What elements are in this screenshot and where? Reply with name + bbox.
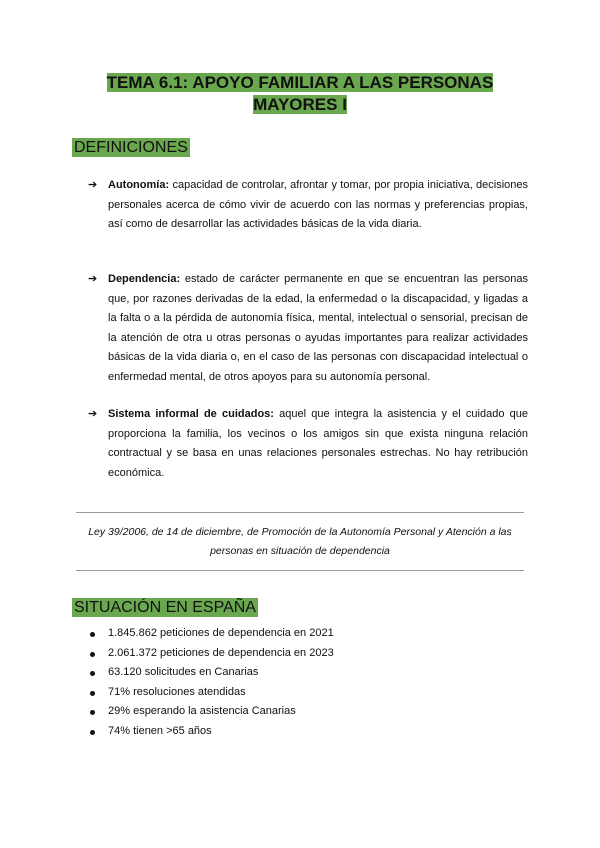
law-citation: Ley 39/2006, de 14 de diciembre, de Promoción de la Autonomía Personal y Atención a las personas en situación de dependencia	[88, 526, 512, 557]
section-heading-situacion-text: SITUACIÓN EN ESPAÑA	[74, 599, 256, 616]
list-item	[88, 663, 334, 683]
definition-text: estado de carácter permanente en que se encuentran las personas que, por razones derivadas de la edad, la enfermedad o la discapacidad, y ligadas a la falta o a la pérdida de autonomía física, mental, intelectual o sensorial, precisan de la atención de otra u otras personas o ayudas importantes para realizar actividades básicas de la vida diaria o, en el caso de las personas con discapacidad intelectual o enfermedad mental, de otros apoyos para su autonomía personal.	[108, 273, 528, 383]
list-item-text: 71% resoluciones atendidas	[108, 685, 246, 698]
page-title-line-2: MAYORES I	[253, 95, 347, 114]
definition-autonomia	[88, 176, 528, 235]
arrow-icon: ➔	[88, 408, 98, 420]
list-item	[88, 644, 334, 664]
bullet-icon	[90, 632, 95, 637]
list-item-text: 2.061.372 peticiones de dependencia en 2023	[108, 646, 334, 659]
arrow-icon: ➔	[88, 179, 98, 191]
divider-top	[76, 512, 524, 513]
definition-term: Autonomía:	[108, 179, 170, 191]
definition-dependencia	[88, 270, 528, 387]
definition-sistema-informal	[88, 405, 528, 483]
list-item	[88, 702, 334, 722]
bullet-icon	[90, 730, 95, 735]
list-item-text: 74% tienen >65 años	[108, 724, 212, 737]
definition-text: capacidad de controlar, afrontar y tomar, por propia iniciativa, decisiones personales acerca de cómo vivir de acuerdo con las normas y preferencias propias, así como de desarrollar las actividades básicas de la vida diaria.	[108, 179, 528, 230]
list-item	[88, 722, 334, 742]
arrow-icon: ➔	[88, 273, 98, 285]
page-title	[0, 72, 600, 116]
section-heading-definiciones	[72, 138, 190, 158]
bullet-icon	[90, 710, 95, 715]
definition-term: Dependencia:	[108, 273, 181, 285]
section-heading-situacion	[72, 598, 258, 618]
definition-term: Sistema informal de cuidados:	[108, 408, 274, 420]
statistics-list	[88, 624, 334, 742]
list-item-text: 1.845.862 peticiones de dependencia en 2021	[108, 627, 334, 639]
section-heading-definiciones-text: DEFINICIONES	[74, 139, 188, 156]
list-item-text: 63.120 solicitudes en Canarias	[108, 666, 259, 679]
definition-text: aquel que integra la asistencia y el cuidado que proporciona la familia, los vecinos o los amigos sin que exista ninguna relación contractual y se basa en unas relaciones personales estrechas. No hay retribución económica.	[108, 408, 528, 479]
bullet-icon	[90, 691, 95, 696]
bullet-icon	[90, 652, 95, 657]
list-item	[88, 624, 334, 644]
list-item-text: 29% esperando la asistencia Canarias	[108, 705, 296, 718]
divider-bottom	[76, 570, 524, 571]
page-title-line-1: TEMA 6.1: APOYO FAMILIAR A LAS PERSONAS	[106, 73, 494, 92]
bullet-icon	[90, 671, 95, 676]
list-item	[88, 683, 334, 703]
